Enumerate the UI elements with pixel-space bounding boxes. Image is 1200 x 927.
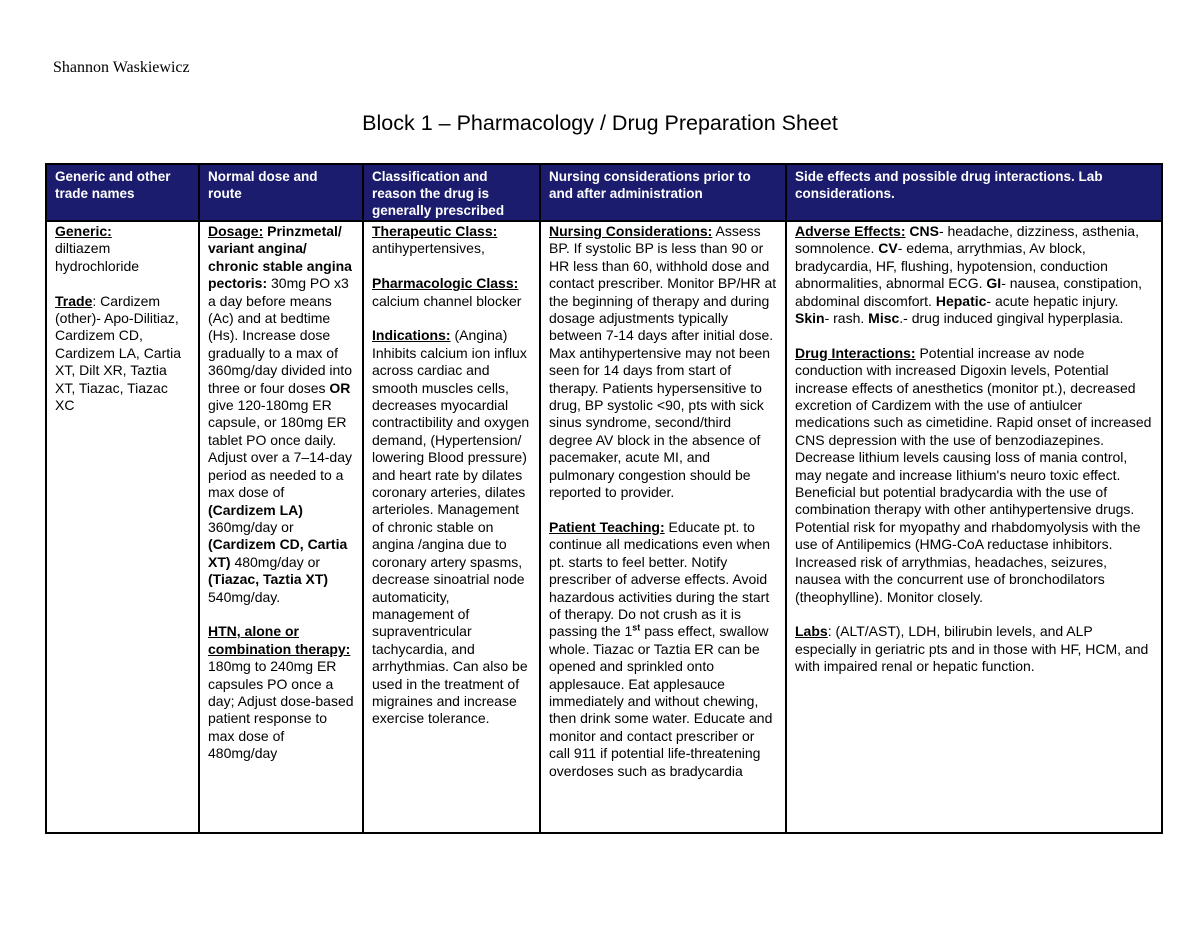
- cns-value: - headache, dizziness, asthenia, somnolence.: [795, 223, 1139, 257]
- dose-text-3: 360mg/day or: [208, 518, 294, 535]
- dose-text-2: give 120-180mg ER capsule, or 180mg ER tablet PO once daily. Adjust over a 7–14-day period as needed to a max dose of: [208, 397, 352, 501]
- drug-prep-table: [45, 163, 1163, 834]
- dose-text-5: 540mg/day.: [208, 588, 281, 605]
- gi-value: - nausea, constipation, abdominal discomfort.: [795, 275, 1143, 309]
- author-name: Shannon Waskiewicz: [53, 59, 190, 76]
- interactions-value: Potential increase av node conduction with increased Digoxin levels, Potential increase effects of anesthetics (monitor pt.), decreased excretion of Cardizem with the use of antiulcer medications such as cimetidine. Rapid onset of increased CNS depression with the use of benzodiazepines. Decrease lithium levels causing loss of mania control, may negate and increase lithium's neuro toxic effect. Beneficial but potential bradycardia with the use of combination therapy with other antihypertensive drugs. Potential risk for myopathy and rhabdomyolysis with the use of Antilipemics (HMG-CoA reductase inhibitors. Increased risk of arrythmias, headaches, seizures, nausea with the concurrent use of bronchodilators (theophylline). Monitor closely.: [795, 344, 1152, 605]
- teaching-value-1: Educate pt. to continue all medications even when pt. starts to feel better. Notify prescriber of adverse effects. Avoid hazardous activities during the start of therapy. Do not crush as it is passing the 1: [549, 518, 771, 640]
- cell-dose-route: [199, 221, 363, 833]
- generic-value: diltiazem hydrochloride: [55, 240, 140, 274]
- interactions-label: Drug Interactions:: [795, 344, 916, 361]
- pharmacologic-value: calcium channel blocker: [372, 292, 522, 309]
- htn-value: 180mg to 240mg ER capsules PO once a day; Adjust dose-based patient response to max dose of 480mg/day: [208, 658, 354, 762]
- misc-label: Misc: [868, 310, 900, 327]
- brand-cardizem-la: (Cardizem LA): [208, 501, 303, 518]
- skin-value: - rash.: [824, 310, 869, 327]
- generic-label: Generic:: [55, 223, 112, 239]
- or-text: OR: [329, 379, 351, 396]
- nursing-label: Nursing Considerations:: [549, 223, 713, 239]
- header-side-effects: Side effects and possible drug interactions. Lab considerations.: [786, 164, 1162, 221]
- document-title: Block 1 – Pharmacology / Drug Preparation Sheet: [362, 111, 838, 135]
- cell-classification: [363, 221, 540, 833]
- table-row: [46, 221, 1162, 833]
- nursing-value: Assess BP. If systolic BP is less than 90 or HR less than 60, withhold dose and contact prescriber. Monitor BP/HR at the beginning of therapy and during dosage adjustments typically between 7-14 days after initial dose. Max antihypertensive may not been seen for 14 days from start of therapy. Patients hypersensitive to drug, BP systolic <90, pts with sick sinus syndrome, second/third degree AV block in the absence of pacemaker, acute MI, and pulmonary congestion should be reported to provider.: [549, 223, 777, 501]
- brand-cardizem-cd: (Cardizem CD, Cartia XT): [208, 536, 348, 570]
- cns-label: CNS: [909, 223, 939, 239]
- superscript-st: st: [632, 622, 641, 633]
- cv-value: - edema, arrythmias, Av block, bradycardia, HF, flushing, hypotension, conduction abnormalities, abnormal ECG.: [795, 240, 1108, 292]
- misc-value: .- drug induced gingival hyperplasia.: [899, 310, 1124, 327]
- header-nursing: Nursing considerations prior to and after administration: [540, 164, 786, 221]
- dosage-indication: Prinzmetal/ variant angina/ chronic stable angina pectoris:: [208, 223, 352, 292]
- cell-side-effects: [786, 221, 1162, 833]
- indications-value: (Angina) Inhibits calcium ion influx across cardiac and smooth muscles cells, decreases myocardial contractibility and oxygen demand, (Hypertension/ lowering Blood pressure) and heart rate by dilates coronary arteries, dilates arterioles. Management of chronic stable on angina /angina due to coronary artery spasms, decrease sinoatrial node automaticity, management of supraventricular tachycardia, and arrhythmias. Can also be used in the treatment of migraines and increase exercise tolerance.: [372, 327, 530, 727]
- dosage-label: Dosage:: [208, 223, 264, 239]
- therapeutic-value: antihypertensives,: [372, 240, 485, 257]
- cell-nursing: [540, 221, 786, 833]
- labs-value: : (ALT/AST), LDH, bilirubin levels, and ALP especially in geriatric pts and in those with HF, HCM, and with impaired renal or hepatic function.: [795, 623, 1149, 675]
- header-generic: Generic and other trade names: [46, 164, 199, 221]
- header-dose: Normal dose and route: [199, 164, 363, 221]
- header-row: [46, 164, 1162, 221]
- htn-label: HTN, alone or combination therapy:: [208, 623, 351, 657]
- cv-label: CV: [878, 240, 898, 257]
- therapeutic-label: Therapeutic Class:: [372, 223, 498, 239]
- pharmacologic-label: Pharmacologic Class:: [372, 275, 519, 292]
- dose-text-4: 480mg/day or: [230, 553, 321, 570]
- hepatic-label: Hepatic: [935, 292, 987, 309]
- adverse-label: Adverse Effects:: [795, 223, 906, 239]
- gi-label: GI: [986, 275, 1002, 292]
- indications-label: Indications:: [372, 327, 451, 344]
- skin-label: Skin: [795, 310, 825, 327]
- header-classification: Classification and reason the drug is generally prescribed: [363, 164, 540, 221]
- trade-value: : Cardizem (other)- Apo-Dilitiaz, Cardizem CD, Cardizem LA, Cartia XT, Dilt XR, Taztia XT, Tiazac, Tiazac XC: [55, 292, 182, 414]
- brand-tiazac: (Tiazac, Taztia XT): [208, 571, 329, 588]
- teaching-value-2: pass effect, swallow whole. Tiazac or Taztia ER can be opened and sprinkled onto applesauce. Eat applesauce immediately and without chewing, then drink some water. Educate and monitor and contact prescriber or call 911 if potential life-threatening overdoses such as bradycardia: [549, 623, 773, 779]
- dose-text-1: 30mg PO x3 a day before means (Ac) and at bedtime (Hs). Increase dose gradually to a max of 360mg/day divided into three or four doses: [208, 275, 352, 396]
- cell-generic-names: [46, 221, 199, 833]
- teaching-label: Patient Teaching:: [549, 518, 665, 535]
- trade-label: Trade: [55, 292, 93, 309]
- labs-label: Labs: [795, 623, 828, 640]
- hepatic-value: - acute hepatic injury.: [986, 292, 1119, 309]
